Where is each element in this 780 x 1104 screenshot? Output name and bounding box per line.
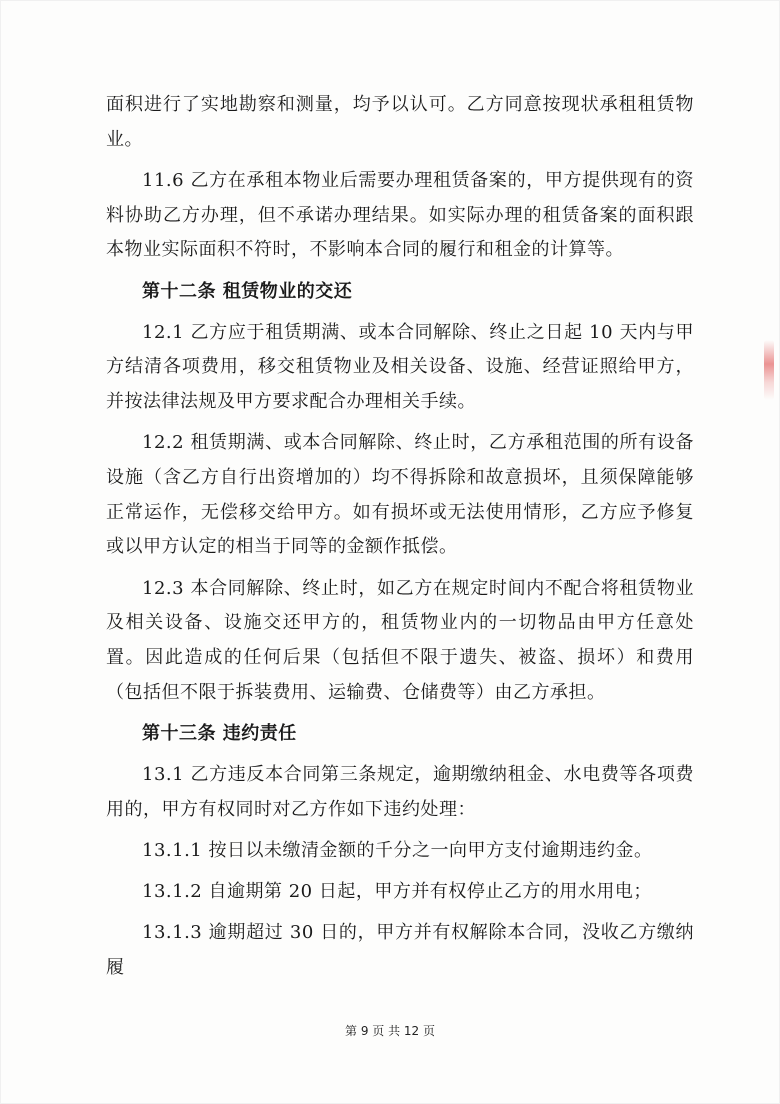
section-heading-13: 第十三条 违约责任 bbox=[142, 722, 297, 744]
document-body bbox=[106, 88, 694, 986]
seal-mark bbox=[764, 340, 774, 400]
paragraph-12-2: 12.2 租赁期满、或本合同解除、终止时，乙方承租范围的所有设备设施（含乙方自行出资增加的）均不得拆除和故意损坏，且须保障能够正常运作，无偿移交给甲方。如有损坏或无法使用情形，乙方应予修复或以甲方认定的相当于同等的金额作抵偿。 bbox=[106, 432, 694, 558]
paragraph-13-1-1: 13.1.1 按日以未缴清金额的千分之一向甲方支付逾期违约金。 bbox=[142, 840, 653, 862]
paragraph-12-3: 12.3 本合同解除、终止时，如乙方在规定时间内不配合将租赁物业及相关设备、设施交还甲方的，租赁物业内的一切物品由甲方任意处置。因此造成的任何后果（包括但不限于遗失、被盗、损坏）和费用（包括但不限于拆装费用、运输费、仓储费等）由乙方承担。 bbox=[106, 577, 694, 703]
page-number: 第 9 页 共 12 页 bbox=[345, 1024, 435, 1038]
paragraph-11-6: 11.6 乙方在承租本物业后需要办理租赁备案的，甲方提供现有的资料协助乙方办理，但不承诺办理结果。如实际办理的租赁备案的面积跟本物业实际面积不符时，不影响本合同的履行和租金的计算等。 bbox=[106, 169, 694, 261]
page-footer bbox=[0, 1022, 780, 1039]
paragraph-13-1: 13.1 乙方违反本合同第三条规定，逾期缴纳租金、水电费等各项费用的，甲方有权同时对乙方作如下违约处理： bbox=[106, 764, 694, 820]
section-heading-12: 第十二条 租赁物业的交还 bbox=[142, 280, 353, 302]
paragraph-13-1-2: 13.1.2 自逾期第 20 日起，甲方并有权停止乙方的用水用电； bbox=[142, 881, 652, 903]
paragraph-continuation: 面积进行了实地勘察和测量，均予以认可。乙方同意按现状承租租赁物业。 bbox=[106, 94, 694, 150]
paragraph-13-1-3: 13.1.3 逾期超过 30 日的，甲方并有权解除本合同，没收乙方缴纳履 bbox=[106, 922, 694, 979]
paragraph-12-1: 12.1 乙方应于租赁期满、或本合同解除、终止之日起 10 天内与甲方结清各项费用，移交租赁物业及相关设备、设施、经营证照给甲方，并按法律法规及甲方要求配合办理相关手续。 bbox=[106, 321, 694, 413]
